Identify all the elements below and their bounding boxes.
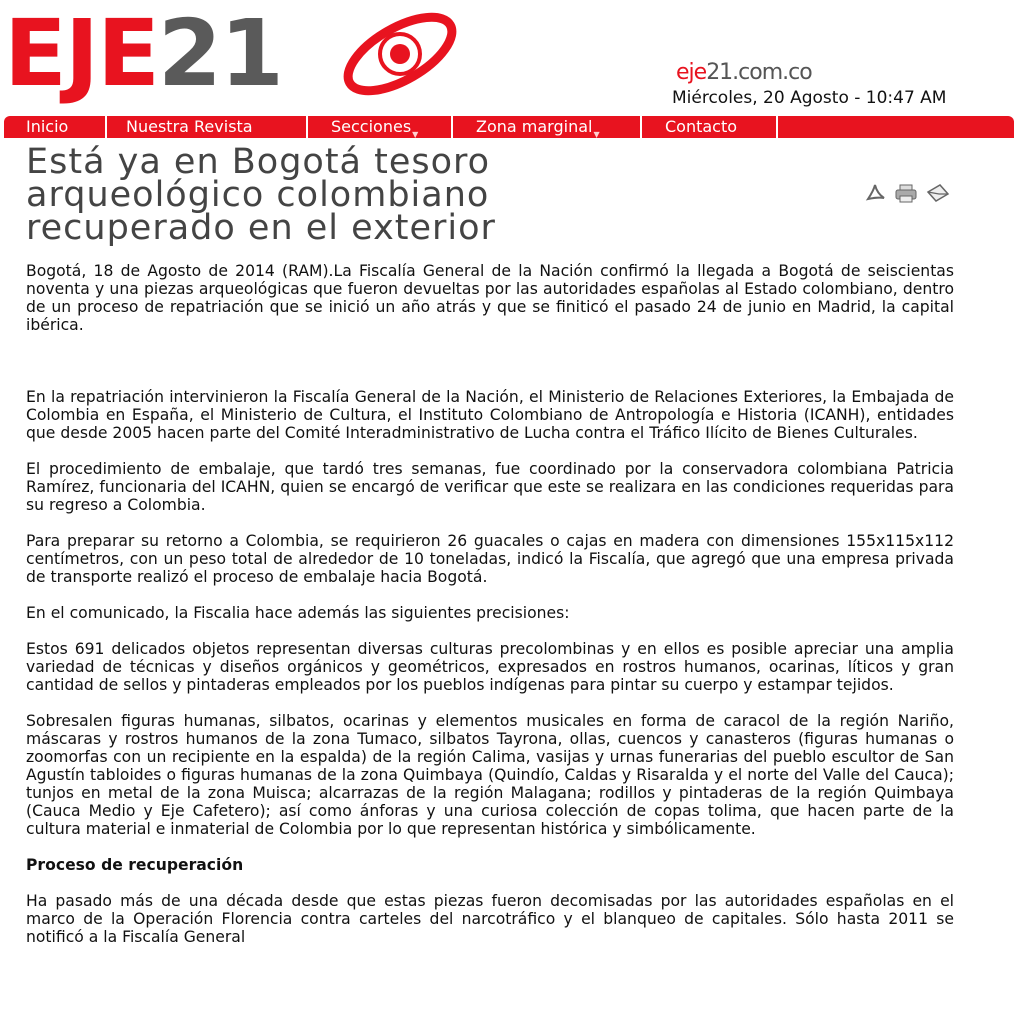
logo-number-text: 21 (157, 0, 282, 107)
nav-label: Zona marginal (476, 117, 593, 136)
site-url-suffix: 21.com.co (706, 60, 812, 85)
nav-label: Secciones (331, 117, 412, 136)
site-url-prefix: eje (676, 60, 707, 85)
article-paragraph: En la repatriación intervinieron la Fiscalía General de la Nación, el Ministerio de Relaciones Exteriores, la Embajada de Colombia en España, el Ministerio de Cultura, el Instituto Colombiano de Antropología e Historia (ICANH), entidades que desde 2005 hacen parte del Comité Interadministrativo de Lucha contra el Tráfico Ilícito de Bienes Culturales. (26, 388, 954, 442)
nav-divider (776, 116, 778, 138)
article-paragraph: Sobresalen figuras humanas, silbatos, ocarinas y elementos musicales en forma de caracol de la región Nariño, máscaras y rostros humanos de la zona Tumaco, silbatos Tayrona, ollas, cuencos y canasteros (figuras humanas o zoomorfas con un recipiente en la espalda) de la región Calima, vasijas y urnas funerarias del pueblo escultor de San Agustín tabloides o figuras humanas de la zona Quimbaya (Quindío, Caldas y Risaralda y el norte del Valle del Cauca); tunjos en metal de la zona Muisca; alcarrazas de la región Malagana; rodillos y pintaderas de la región Quimbaya (Cauca Medio y Eje Cafetero); así como ánforas y una curiosa colección de copas tolima, que hacen parte de la cultura material e inmaterial de Colombia por lo que representan histórica y simbólicamente. (26, 712, 954, 838)
nav-divider (451, 116, 453, 138)
main-nav (4, 116, 1014, 138)
nav-item-nuestra-revista[interactable] (126, 116, 253, 138)
article-paragraph: Para preparar su retorno a Colombia, se requirieron 26 guacales o cajas en madera con dimensiones 155x115x112 centímetros, con un peso total de alrededor de 10 toneladas, indicó la Fiscalía, que agregó que una empresa privada de transporte realizó el proceso de embalaje hacia Bogotá. (26, 532, 954, 586)
logo-wordmark (4, 0, 282, 107)
nav-item-secciones[interactable] (331, 116, 418, 138)
pdf-icon[interactable] (864, 183, 888, 203)
nav-label: Inicio (26, 117, 69, 136)
nav-divider (306, 116, 308, 138)
nav-item-contacto[interactable] (665, 116, 737, 138)
article-paragraph: Bogotá, 18 de Agosto de 2014 (RAM).La Fiscalía General de la Nación confirmó la llegada a Bogotá de seiscientas noventa y una piezas arqueológicas que fueron devueltas por las autoridades españolas al Estado colombiano, dentro de un proceso de repatriación que se inició un año atrás y que se finiticó el pasado 24 de junio en Madrid, la capital ibérica. (26, 262, 954, 334)
email-icon[interactable] (926, 183, 950, 203)
site-url[interactable] (676, 60, 812, 85)
nav-label: Contacto (665, 117, 738, 136)
logo-eje-text: EJE (4, 0, 158, 107)
article-paragraph: El procedimiento de embalaje, que tardó tres semanas, fue coordinado por la conservadora colombiana Patricia Ramírez, funcionaria del ICAHN, quien se encargó de verificar que este se realizara en las condiciones requeridas para su regreso a Colombia. (26, 460, 954, 514)
print-icon[interactable] (894, 183, 918, 203)
current-date: Miércoles, 20 Agosto - 10:47 AM (672, 88, 947, 108)
article-body (26, 262, 954, 964)
nav-item-inicio[interactable] (26, 116, 68, 138)
article-paragraph: Ha pasado más de una década desde que estas piezas fueron decomisadas por las autoridades españolas en el marco de la Operación Florencia contra carteles del narcotráfico y el blanqueo de capitales. Sólo hasta 2011 se notificó a la Fiscalía General (26, 892, 954, 946)
article-paragraph: Estos 691 delicados objetos representan diversas culturas precolombinas y en ellos es posible apreciar una amplia variedad de técnicas y diseños orgánicos y geométricos, expresados en rostros humanos, ocarinas, líticos y gran cantidad de sellos y pintaderas empleados por los pueblos indígenas para pintar su cuerpo y estampar tejidos. (26, 640, 954, 694)
nav-item-zona-marginal[interactable] (476, 116, 600, 138)
nav-label: Nuestra Revista (126, 117, 253, 136)
chevron-down-icon: ▼ (412, 130, 419, 139)
nav-divider (105, 116, 107, 138)
nav-divider (640, 116, 642, 138)
section-heading: Proceso de recuperación (26, 856, 244, 874)
article-paragraph: En el comunicado, la Fiscalia hace además las siguientes precisiones: (26, 604, 570, 622)
article-title: Está ya en Bogotá tesoro arqueológico colombiano recuperado en el exterior (26, 142, 496, 248)
site-logo[interactable] (4, 0, 464, 107)
chevron-down-icon: ▼ (593, 130, 600, 139)
article-tools (864, 183, 956, 205)
atom-logo-icon (334, 6, 459, 102)
